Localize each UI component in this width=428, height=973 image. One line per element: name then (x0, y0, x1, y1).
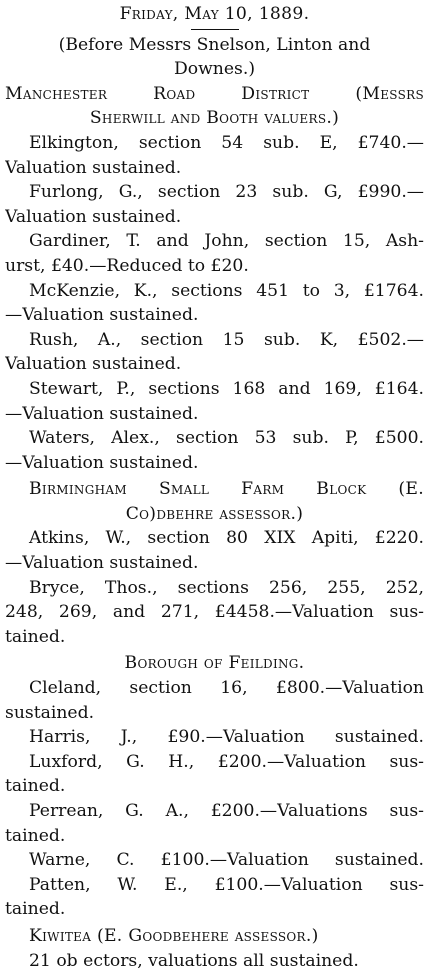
entry-line: —Valuation sustained. (5, 553, 199, 574)
section-heading-birmingham-2: Co)dbehre assessor.) (125, 503, 304, 524)
entry-line: Gardiner, T. and John, section 15, Ash- (29, 231, 424, 252)
entry-line: —Valuation sustained. (5, 305, 199, 326)
bench-line-2: Downes.) (173, 59, 256, 80)
entry-line: Furlong, G., section 23 sub. G, £990.— (29, 182, 424, 203)
entry-line: Valuation sustained. (5, 157, 182, 178)
section-heading-birmingham-1: Birmingham Small Farm Block (E. (29, 479, 424, 500)
entry-line: Luxford, G. H., £200.—Valuation sus- (29, 751, 424, 772)
entry-line: Cleland, section 16, £800.—Valuation (29, 678, 424, 699)
entry-line: Bryce, Thos., sections 256, 255, 252, (29, 577, 424, 598)
entry-line: Valuation sustained. (5, 206, 182, 227)
entry-line: tained. (5, 626, 66, 647)
entry-line: Atkins, W., section 80 XIX Apiti, £220. (29, 528, 424, 549)
heading-rule (191, 29, 239, 30)
entry-line: McKenzie, K., sections 451 to 3, £1764. (29, 280, 424, 301)
entry-line: Elkington, section 54 sub. E, £740.— (29, 132, 424, 153)
entry-line: —Valuation sustained. (5, 403, 199, 424)
section-heading-feilding: Borough of Feilding. (124, 653, 305, 674)
entry-line: tained. (5, 776, 66, 797)
entry-line: urst, £40.—Reduced to £20. (5, 255, 249, 276)
entry-line: Warne, C. £100.—Valuation sustained. (29, 850, 424, 871)
entry-line: Valuation sustained. (5, 354, 182, 375)
entry-line: —Valuation sustained. (5, 452, 199, 473)
entry-line: Patten, W. E., £100.—Valuation sus- (29, 874, 424, 895)
section-heading-kiwitea: Kiwitea (E. Goodbehere assessor.) (29, 925, 319, 946)
section-heading-manchester-2: Sherwill and Booth valuers.) (89, 108, 340, 129)
entry-line: tained. (5, 899, 66, 920)
section-heading-manchester-1: Manchester Road District (Messrs (5, 83, 424, 104)
entry-line: Stewart, P., sections 168 and 169, £164. (29, 378, 424, 399)
entry-line: Rush, A., section 15 sub. K, £502.— (29, 329, 424, 350)
entry-line: Perrean, G. A., £200.—Valuations sus- (29, 801, 424, 821)
date-heading: Friday, May 10, 1889. (119, 4, 310, 24)
entry-line: Harris, J., £90.—Valuation sustained. (29, 727, 424, 748)
entry-line: Waters, Alex., section 53 sub. P, £500. (29, 428, 424, 449)
entry-line: sustained. (5, 702, 95, 723)
entry-line: 248, 269, and 271, £4458.—Valuation sus- (5, 602, 424, 623)
bench-line-1: (Before Messrs Snelson, Linton and (58, 34, 371, 55)
entry-line: 21 ob ectors, valuations all sustained. (29, 950, 359, 971)
entry-line: tained. (5, 825, 66, 846)
